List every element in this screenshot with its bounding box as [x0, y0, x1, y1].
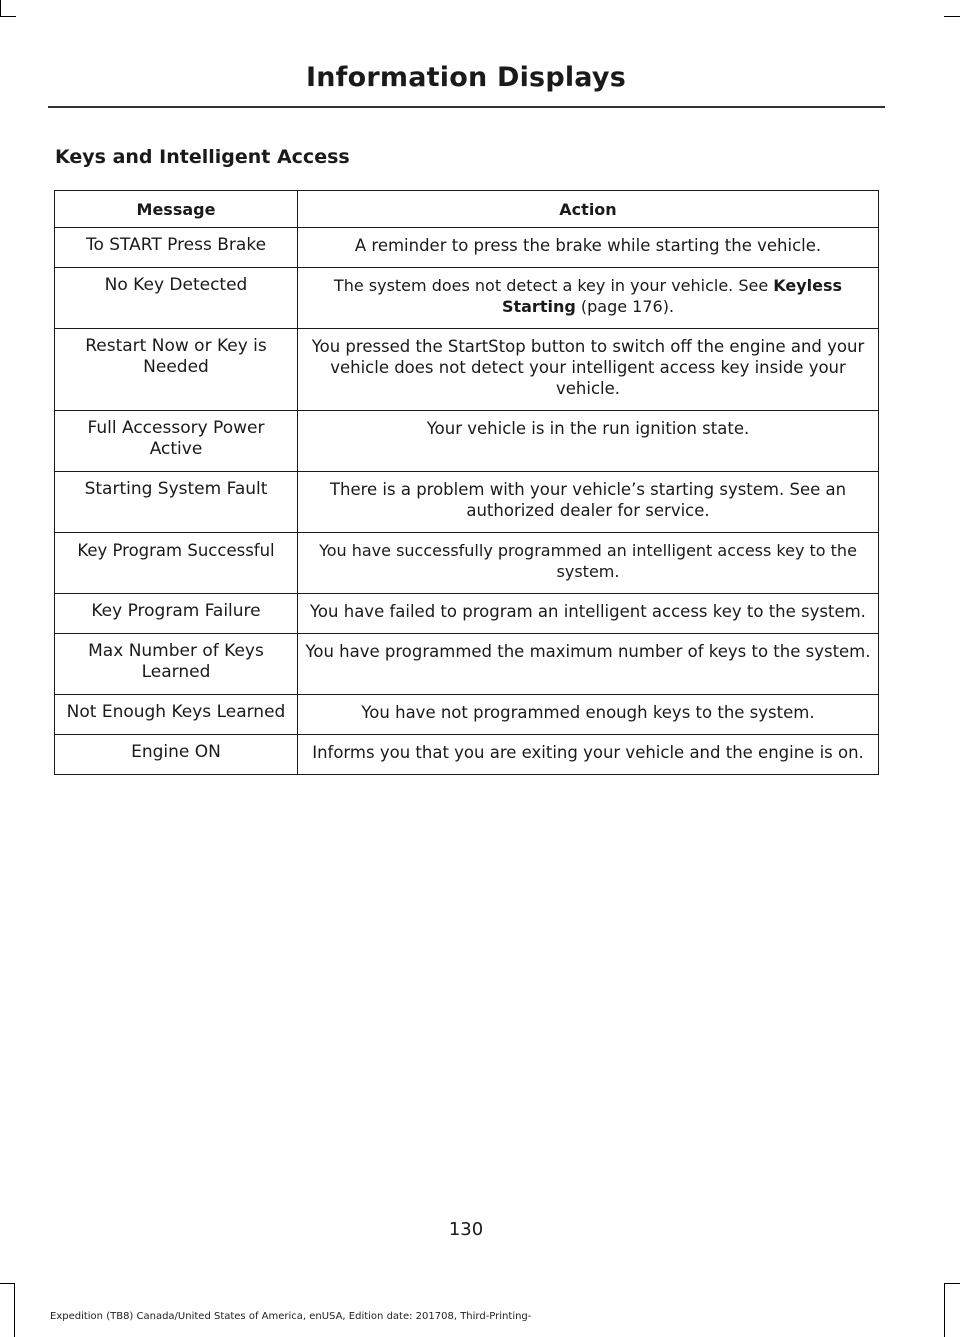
table-row	[55, 735, 879, 775]
page-header-title: Information Displays	[306, 62, 626, 93]
table-row	[55, 472, 879, 533]
table-row	[55, 594, 879, 634]
message-cell: Full Accessory Power Active	[55, 411, 298, 472]
column-header-action: Action	[298, 191, 879, 228]
message-cell: No Key Detected	[55, 268, 298, 329]
action-cell: You have successfully programmed an intelligent access key to the system.	[298, 533, 879, 594]
cross-reference-link[interactable]: Keyless Starting	[501, 276, 843, 316]
message-cell: Restart Now or Key is Needed	[55, 329, 298, 411]
table-row	[55, 695, 879, 735]
table-row	[55, 329, 879, 411]
section-title: Keys and Intelligent Access	[55, 146, 350, 168]
page-number: 130	[448, 1219, 484, 1240]
action-cell: You pressed the StartStop button to switch off the engine and your vehicle does not detect your intelligent access key inside your vehicle.	[298, 329, 879, 411]
table-header-row	[55, 191, 879, 228]
action-cell: You have failed to program an intelligent access key to the system.	[298, 594, 879, 634]
action-cell: A reminder to press the brake while starting the vehicle.	[298, 228, 879, 268]
action-cell: You have not programmed enough keys to the system.	[298, 695, 879, 735]
crop-mark-bottom-left	[14, 1283, 15, 1337]
message-cell: Key Program Successful	[55, 533, 298, 594]
table-row	[55, 411, 879, 472]
crop-mark-bottom-right	[944, 1283, 945, 1337]
table-row	[55, 533, 879, 594]
message-cell: Starting System Fault	[55, 472, 298, 533]
crop-mark-bottom-right-h	[945, 1283, 960, 1284]
crop-mark-top-right	[944, 16, 960, 17]
action-cell: You have programmed the maximum number of keys to the system.	[298, 634, 879, 695]
crop-mark-bottom-left-h	[0, 1283, 15, 1284]
crop-mark-top-left-h	[0, 16, 16, 17]
message-cell: Engine ON	[55, 735, 298, 775]
message-cell: Not Enough Keys Learned	[55, 695, 298, 735]
action-cell: There is a problem with your vehicle’s starting system. See an authorized dealer for service.	[298, 472, 879, 533]
crop-mark-top-left	[0, 0, 1, 16]
table-row	[55, 634, 879, 695]
edition-footer: Expedition (TB8) Canada/United States of America, enUSA, Edition date: 201708, Third-Printing-	[50, 1311, 532, 1322]
message-cell: To START Press Brake	[55, 228, 298, 268]
page-reference: (page 176).	[580, 297, 675, 316]
message-cell: Key Program Failure	[55, 594, 298, 634]
message-cell: Max Number of Keys Learned	[55, 634, 298, 695]
header-divider	[48, 106, 885, 108]
action-cell: Informs you that you are exiting your vehicle and the engine is on.	[298, 735, 879, 775]
action-text: The system does not detect a key in your vehicle. See	[333, 276, 769, 295]
action-cell: Your vehicle is in the run ignition state.	[298, 411, 879, 472]
column-header-message: Message	[55, 191, 298, 228]
table-row	[55, 268, 879, 329]
messages-table	[54, 190, 879, 775]
table-row	[55, 228, 879, 268]
action-cell	[298, 268, 879, 329]
